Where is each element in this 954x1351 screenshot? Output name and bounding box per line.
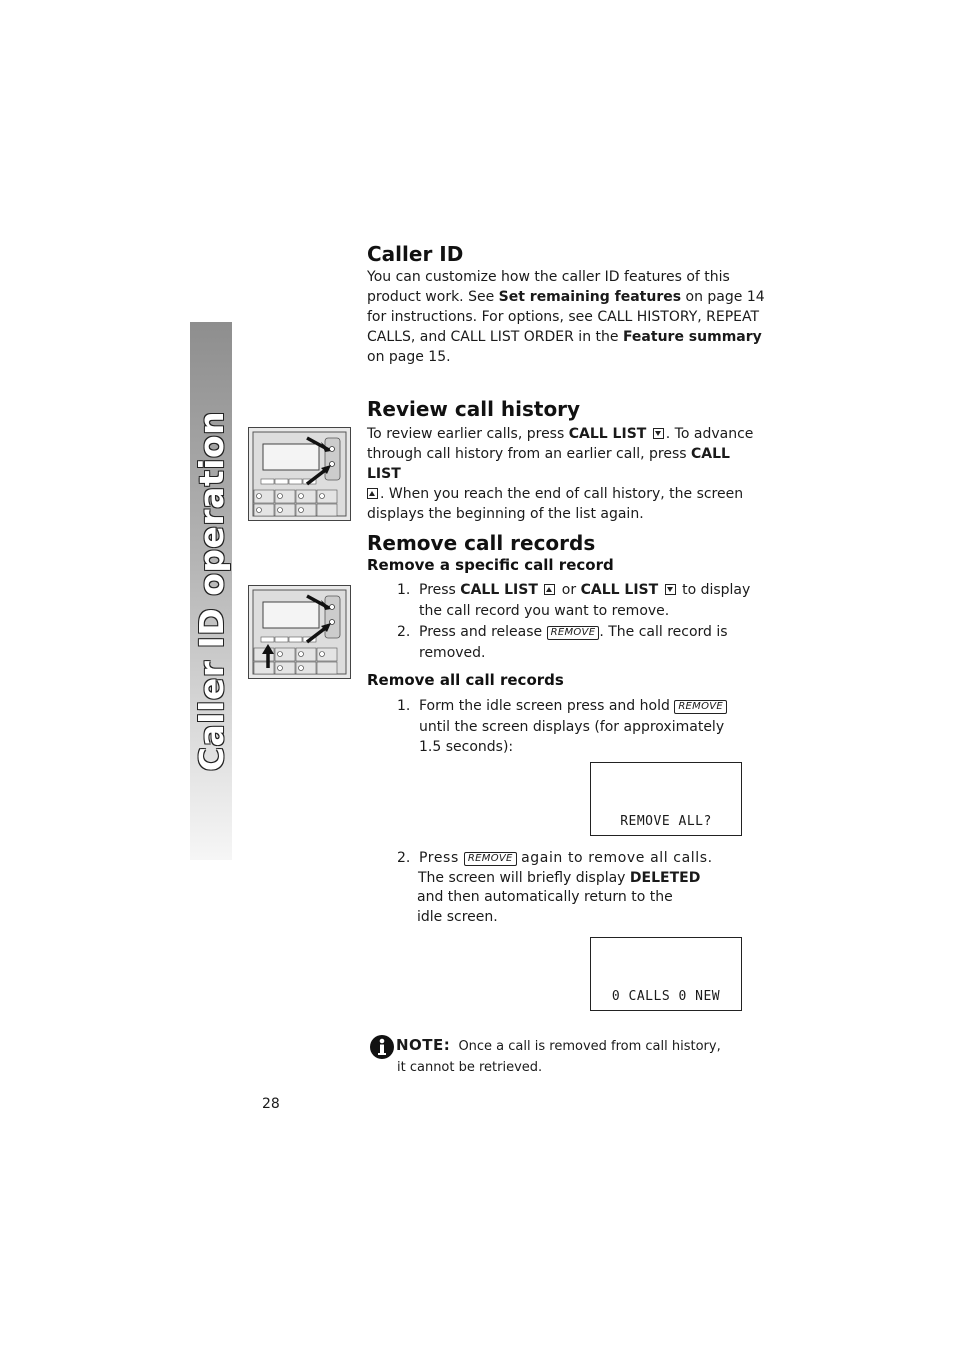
lcd-screen-remove-all bbox=[590, 762, 742, 836]
step-number: 2. bbox=[397, 850, 411, 866]
note-label: NOTE: bbox=[396, 1036, 451, 1054]
caller-id-heading: Caller ID bbox=[367, 242, 464, 266]
remove-heading: Remove call records bbox=[367, 531, 596, 555]
step-text: Press bbox=[419, 582, 461, 598]
info-icon bbox=[369, 1034, 395, 1064]
step-text: until the screen displays (for approximately 1.5 seconds): bbox=[419, 718, 725, 755]
lcd-screen-idle bbox=[590, 937, 742, 1011]
caller-id-text-1: You can customize how the caller ID features of this product work. See bbox=[367, 269, 730, 305]
deleted-label: DELETED bbox=[629, 869, 701, 886]
specific-step-2 bbox=[397, 622, 767, 663]
all-step-2 bbox=[397, 848, 747, 927]
up-arrow-key-icon bbox=[544, 584, 555, 595]
caller-id-text-3: on page 15. bbox=[367, 349, 451, 365]
section-caller-id bbox=[367, 242, 767, 367]
feature-summary-ref: Feature summary bbox=[622, 329, 762, 345]
step-number: 1. bbox=[397, 698, 411, 714]
remove-key-icon: REMOVE bbox=[547, 626, 600, 640]
side-tab bbox=[190, 322, 232, 860]
step-text: to display the call record you want to remove. bbox=[419, 582, 751, 619]
specific-step-1 bbox=[397, 580, 767, 621]
note bbox=[396, 1036, 756, 1054]
step-text: again to remove all calls. bbox=[521, 850, 713, 866]
down-arrow-key-icon bbox=[665, 584, 676, 595]
step-number: 2. bbox=[397, 624, 411, 640]
remove-specific-heading: Remove a specific call record bbox=[367, 556, 614, 574]
phone-illustration-remove bbox=[248, 585, 351, 679]
side-tab-label: Caller ID operation bbox=[191, 410, 231, 772]
down-arrow-key-icon bbox=[653, 428, 664, 439]
section-review bbox=[367, 397, 767, 524]
phone-panel-icon bbox=[249, 428, 350, 520]
remove-all-heading: Remove all call records bbox=[367, 671, 564, 689]
remove-key-icon: REMOVE bbox=[674, 700, 727, 714]
review-text-3: . When you reach the end of call history, the screen displays the beginning of the list again. bbox=[367, 486, 744, 522]
lcd-text: 0 CALLS 0 NEW bbox=[611, 989, 721, 1004]
lcd-text: REMOVE ALL? bbox=[620, 814, 712, 829]
page-number: 28 bbox=[262, 1096, 280, 1112]
step-text: and then automatically return to the idle screen. bbox=[417, 889, 673, 925]
all-step-1 bbox=[397, 696, 747, 758]
caller-id-body bbox=[367, 267, 767, 367]
review-heading: Review call history bbox=[367, 397, 581, 421]
phone-panel-icon bbox=[249, 586, 350, 678]
up-arrow-key-icon bbox=[367, 488, 378, 499]
set-remaining-features-ref: Set remaining features bbox=[498, 289, 682, 305]
section-remove bbox=[367, 531, 767, 574]
review-text-1: To review earlier calls, press bbox=[367, 426, 569, 442]
step-text: Form the idle screen press and hold bbox=[419, 698, 675, 714]
note-text-2: it cannot be retrieved. bbox=[397, 1060, 543, 1075]
step-text: The screen will briefly display bbox=[418, 869, 630, 886]
remove-key-icon: REMOVE bbox=[464, 852, 517, 866]
caller-id-text-2: on page 14 for instructions. For options, see CALL HISTORY, REPEAT CALLS, and CALL LIST ORDER in the bbox=[367, 289, 765, 345]
note-text: Once a call is removed from call history, bbox=[458, 1039, 721, 1054]
step-text: . The call record is removed. bbox=[419, 624, 728, 661]
call-list-key-label: CALL LIST bbox=[367, 446, 730, 482]
step-text: Press bbox=[419, 850, 464, 866]
step-text: or bbox=[557, 582, 581, 598]
call-list-key-label: CALL LIST bbox=[580, 582, 659, 598]
step-number: 1. bbox=[397, 582, 411, 598]
review-text-2: . To advance through call history from an earlier call, press bbox=[367, 426, 754, 462]
review-body bbox=[367, 424, 767, 524]
call-list-key-label: CALL LIST bbox=[460, 582, 538, 598]
step-text: Press and release bbox=[419, 624, 547, 640]
call-list-key-label: CALL LIST bbox=[568, 426, 647, 442]
phone-illustration-review bbox=[248, 427, 351, 521]
